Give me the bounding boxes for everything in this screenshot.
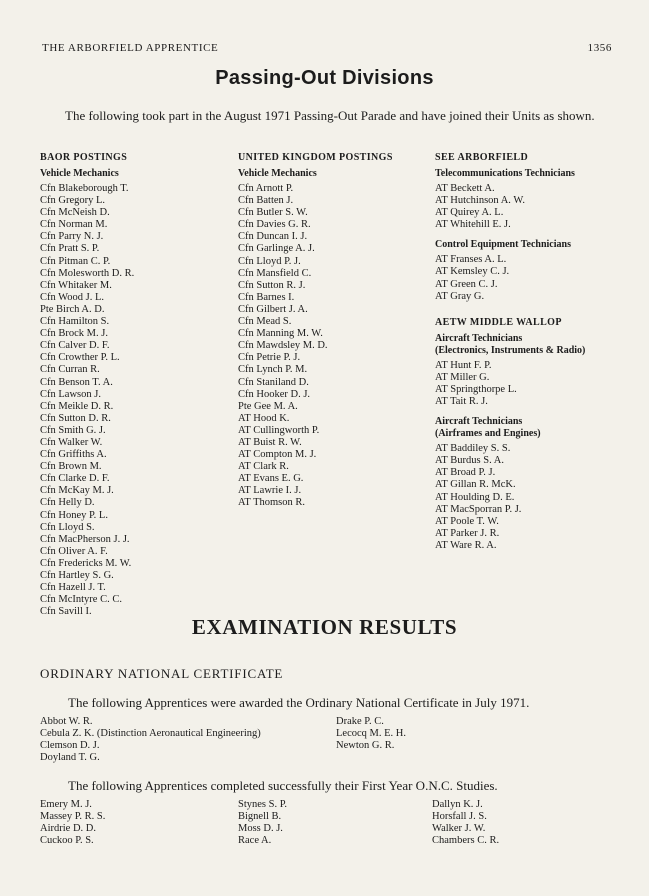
name-entry: Cfn Butler S. W. [238, 207, 308, 219]
see-arborfield-column [435, 152, 585, 560]
onc-awarded-paragraph: The following Apprentices were awarded the Ordinary National Certificate in July 1971. [68, 695, 530, 710]
name-entry: Cfn Blakeborough T. [40, 183, 129, 194]
name-entry: Cfn Norman M. [40, 219, 108, 231]
name-entry: Newton G. R. [336, 740, 395, 751]
name-entry: Cfn Brock M. J. [40, 328, 108, 340]
name-entry: Cfn Curran R. [40, 364, 100, 376]
name-entry: Cfn Savill I. [40, 606, 92, 618]
name-entry: AT Clark R. [238, 461, 289, 473]
group-name-list [435, 183, 585, 231]
group-title: Aircraft Technicians [435, 332, 523, 344]
name-entry: Cfn Whitaker M. [40, 279, 112, 291]
name-entry: Cfn Honey P. L. [40, 509, 108, 521]
name-entry: Cfn Crowther P. L. [40, 352, 120, 364]
name-entry: AT Gray G. [435, 290, 485, 302]
name-entry: AT Green C. J. [435, 278, 498, 290]
name-entry: Horsfall J. S. [432, 811, 487, 822]
name-entry: Cfn Calver D. F. [40, 340, 110, 352]
onc-heading: ORDINARY NATIONAL CERTIFICATE [40, 666, 284, 681]
name-entry: Cfn Duncan I. J. [238, 231, 308, 243]
name-entry: Walker J. W. [432, 823, 486, 834]
name-entry: Airdrie D. D. [40, 823, 96, 834]
name-entry: Cfn Mead S. [238, 316, 292, 328]
name-entry: Cfn Lloyd P. J. [238, 255, 301, 267]
name-entry: Cfn Arnott P. [238, 183, 294, 194]
name-entry: Cebula Z. K. (Distinction Aeronautical Engineering) [40, 728, 261, 739]
baor-postings-column [40, 152, 134, 618]
name-entry: AT Compton M. J. [238, 449, 317, 461]
name-entry: Cfn Griffiths A. [40, 449, 107, 461]
name-entry: Cfn Walker W. [40, 436, 103, 448]
name-entry: Cfn Petrie P. J. [238, 352, 301, 364]
name-entry: Cfn Hazell J. T. [40, 582, 106, 594]
name-entry: Drake P. C. [336, 716, 384, 727]
name-entry: Bignell B. [238, 811, 282, 822]
name-entry: Cfn Wood J. L. [40, 291, 105, 303]
group-name-list [435, 443, 585, 552]
first-year-list-col2 [238, 799, 287, 847]
name-entry: Cfn McKay M. J. [40, 485, 114, 497]
name-entry: Cfn Manning M. W. [238, 328, 323, 340]
name-entry: AT Franses A. L. [435, 254, 507, 266]
name-entry: AT Ware R. A. [435, 539, 497, 551]
uk-postings-column [238, 152, 393, 510]
name-entry: Cfn Pitman C. P. [40, 255, 111, 267]
name-entry: AT Baddiley S. S. [435, 443, 511, 455]
name-entry: AT Cullingworth P. [238, 424, 320, 436]
name-entry: Clemson D. J. [40, 740, 100, 751]
onc-awarded-list-left [40, 716, 261, 764]
first-year-paragraph: The following Apprentices completed successfully their First Year O.N.C. Studies. [68, 778, 498, 793]
name-entry: AT Gillan R. McK. [435, 479, 516, 491]
group-name-list [435, 254, 585, 302]
name-entry: Cfn Fredericks M. W. [40, 557, 132, 569]
name-entry: Cfn Staniland D. [238, 376, 309, 388]
name-entry: Chambers C. R. [432, 835, 500, 846]
name-entry: AT Houlding D. E. [435, 491, 515, 503]
name-entry: Cfn Parry N. J. [40, 231, 104, 243]
uk-name-list [238, 183, 393, 510]
group-subtitle: (Airframes and Engines) [435, 428, 541, 440]
name-entry: AT Springthorpe L. [435, 383, 517, 395]
name-entry: Cfn Batten J. [238, 195, 294, 207]
name-entry: Cfn Garlinge A. J. [238, 243, 315, 255]
name-entry: Cfn Gregory L. [40, 195, 106, 207]
name-entry: Pte Birch A. D. [40, 303, 105, 315]
name-entry: Doyland T. G. [40, 752, 100, 763]
onc-awarded-list-right [336, 716, 406, 752]
name-entry: Cfn Brown M. [40, 461, 102, 473]
name-entry: Cfn Lynch P. M. [238, 364, 308, 376]
first-year-list-col3 [432, 799, 499, 847]
name-entry: Cfn Hartley S. G. [40, 570, 114, 581]
name-entry: Cfn Barnes I. [238, 291, 295, 303]
see-heading: SEE ARBORFIELD [435, 152, 529, 163]
group-name-list [435, 360, 585, 408]
aetw-heading: AETW MIDDLE WALLOP [435, 316, 562, 328]
name-entry: Cfn Benson T. A. [40, 376, 113, 388]
name-entry: Cfn McNeish D. [40, 207, 110, 219]
examination-results-title: EXAMINATION RESULTS [191, 615, 458, 639]
page-title: Passing-Out Divisions [215, 67, 434, 89]
name-entry: Lecocq M. E. H. [336, 728, 406, 739]
name-entry: Cfn MacPherson J. J. [40, 533, 130, 545]
name-entry: AT Whitehill E. J. [435, 219, 511, 231]
baor-subheading: Vehicle Mechanics [40, 168, 119, 179]
name-entry: Cfn Davies G. R. [238, 219, 311, 231]
name-entry: AT Hood K. [238, 412, 290, 424]
name-entry: AT Broad P. J. [435, 467, 496, 479]
name-entry: Massey P. R. S. [40, 811, 106, 822]
name-entry: Cfn Gilbert J. A. [238, 303, 308, 315]
first-year-list-col1 [40, 799, 105, 847]
group-title: Aircraft Technicians [435, 416, 523, 428]
name-entry: Cfn Sutton D. R. [40, 412, 111, 424]
name-entry: AT Beckett A. [435, 183, 495, 194]
name-entry: AT Hutchinson A. W. [435, 195, 525, 207]
name-entry: AT Evans E. G. [238, 473, 304, 485]
name-entry: Cfn Lawson J. [40, 388, 101, 400]
name-entry: AT Parker J. R. [435, 527, 500, 539]
page-number: 1356 [587, 42, 612, 54]
name-entry: Race A. [238, 835, 272, 846]
see-groups [435, 168, 585, 311]
name-entry: Cfn Molesworth D. R. [40, 267, 135, 279]
name-entry: Cfn Hooker D. J. [238, 388, 311, 400]
name-entry: AT MacSporran P. J. [435, 503, 522, 515]
name-entry: Stynes S. P. [238, 799, 288, 810]
baor-heading: BAOR POSTINGS [40, 152, 128, 163]
name-entry: AT Thomson R. [238, 497, 305, 509]
name-entry: AT Quirey A. L. [435, 207, 504, 219]
name-entry: Cfn Helly D. [40, 497, 95, 509]
name-entry: AT Miller G. [435, 371, 490, 383]
name-entry: Emery M. J. [40, 799, 92, 810]
name-entry: Moss D. J. [238, 823, 283, 834]
name-entry: AT Hunt F. P. [435, 359, 492, 371]
name-entry: AT Kemsley C. J. [435, 266, 510, 278]
uk-heading: UNITED KINGDOM POSTINGS [238, 152, 393, 163]
name-entry: Cfn Lloyd S. [40, 521, 95, 533]
name-entry: AT Lawrie I. J. [238, 485, 302, 497]
publication-title: THE ARBORFIELD APPRENTICE [42, 42, 219, 54]
intro-paragraph: The following took part in the August 1971 Passing-Out Parade and have joined their Units as shown. [65, 108, 595, 123]
group-title: Telecommunications Technicians [435, 168, 575, 179]
baor-name-list [40, 183, 134, 618]
name-entry: Cfn Meikle D. R. [40, 400, 114, 412]
aetw-groups [435, 333, 585, 560]
name-entry: Cfn Smith G. J. [40, 424, 106, 436]
name-entry: Cfn Oliver A. F. [40, 545, 108, 557]
name-entry: Cuckoo P. S. [40, 835, 94, 846]
name-entry: Dallyn K. J. [432, 799, 483, 810]
running-header [42, 42, 612, 56]
name-entry: Abbot W. R. [40, 716, 93, 727]
name-entry: Cfn McIntyre C. C. [40, 594, 122, 606]
name-entry: AT Burdus S. A. [435, 455, 504, 467]
name-entry: AT Poole T. W. [435, 515, 499, 527]
name-entry: AT Tait R. J. [435, 396, 488, 408]
name-entry: Pte Gee M. A. [238, 400, 298, 412]
name-entry: Cfn Mansfield C. [238, 267, 312, 279]
name-entry: AT Buist R. W. [238, 436, 302, 448]
name-entry: Cfn Hamilton S. [40, 316, 110, 328]
name-entry: Cfn Clarke D. F. [40, 473, 110, 485]
name-entry: Cfn Sutton R. J. [238, 279, 306, 291]
group-title: Control Equipment Technicians [435, 239, 571, 251]
name-entry: Cfn Pratt S. P. [40, 243, 100, 255]
uk-subheading: Vehicle Mechanics [238, 168, 317, 179]
group-subtitle: (Electronics, Instruments & Radio) [435, 344, 586, 356]
name-entry: Cfn Mawdsley M. D. [238, 340, 328, 352]
